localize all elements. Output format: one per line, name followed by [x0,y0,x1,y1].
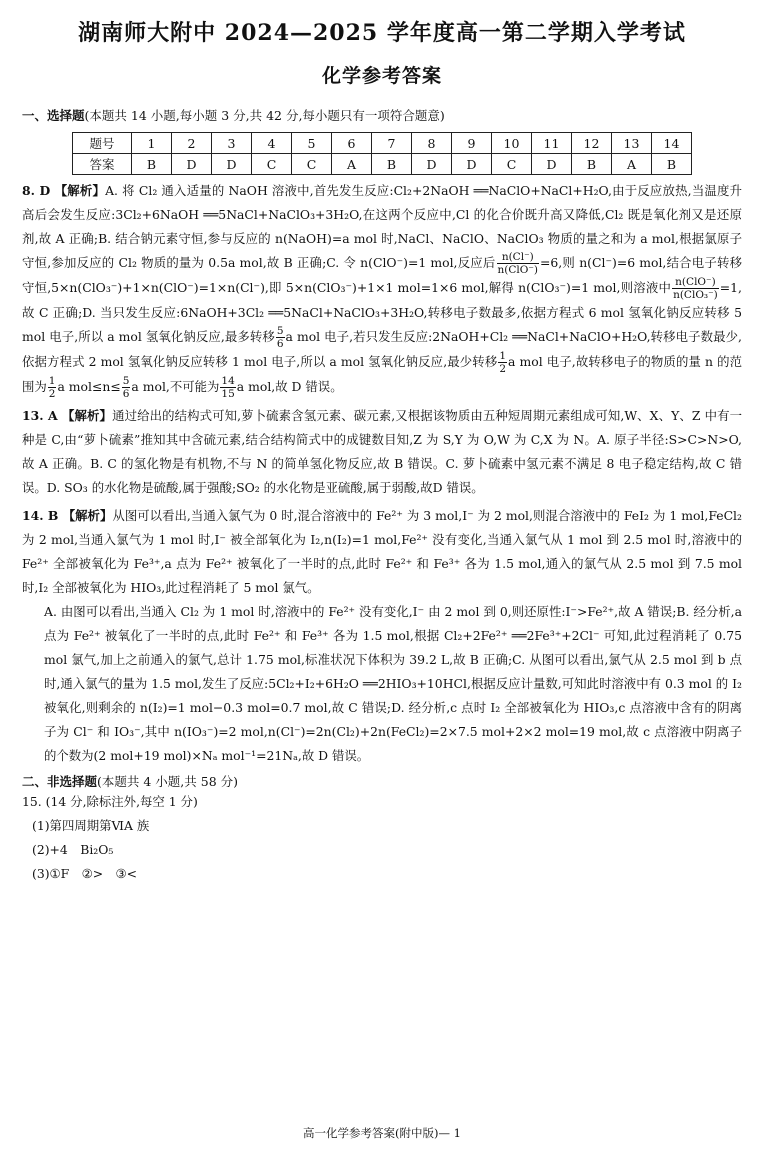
answer-table-row-label: 题号 [73,133,132,154]
fraction-denominator: 6 [276,338,284,350]
fraction [48,375,57,400]
answer-table-cell: 7 [372,133,412,154]
fraction [498,350,507,375]
q8-text: a mol 电子,若只发生反应:2NaOH+Cl₂ ══NaCl+NaClO+H₂O,转移电子数最少,依据方程式 2 mol 氢氧化钠反应转移 1 mol 电子,所以 a mol 氢氧化钠反应,最少转移 [22,329,742,369]
answer-table-cell: 2 [172,133,212,154]
fraction-denominator: n(ClO⁻) [497,264,539,276]
answer-table-cell: 11 [532,133,572,154]
q8-explanation [22,179,742,400]
section-nonchoice-heading [22,772,742,790]
page-title: 湖南师大附中 2024—2025 学年度高一第二学期入学考试 [78,20,686,46]
answer-table-cell: 9 [452,133,492,154]
answer-table-cell: 12 [572,133,612,154]
page-subtitle: 化学参考答案 [321,65,442,87]
fraction [672,276,719,301]
answer-table-cell: B [132,154,172,175]
q8-text: a mol,故 D 错误。 [236,379,343,394]
fraction-numerator: 5 [122,375,130,387]
q8-head: 8. D 【解析】 [22,183,106,198]
q8-text: =6,则 n(Cl⁻)=6 mol,结合电子转移守恒,5×n(ClO₃⁻)+1×n(ClO⁻)=1×n(Cl⁻),即 5×n(ClO₃⁻)+1×1 mol=1×6 mol,解得 n(ClO₃⁻)=1 mol,则溶液中 [22,255,742,295]
fraction [497,251,540,276]
fraction [122,375,131,400]
answer-table-cell: B [652,154,692,175]
fraction-numerator: 14 [221,375,235,387]
answer-table-row-label: 答案 [73,154,132,175]
q15-answer-2: (2)+4 Bi₂O₅ [32,842,114,857]
fraction-numerator: 1 [499,350,507,362]
fraction-numerator: 5 [276,325,284,337]
q8-text: a mol,不可能为 [131,379,220,394]
answer-table-cell: 1 [132,133,172,154]
fraction [276,325,285,350]
fraction-denominator: 15 [221,388,235,400]
q8-text: a mol 电子,故转移电子的物质的量 n 的范围为 [22,354,743,394]
answer-table-cell: 4 [252,133,292,154]
answer-table-cell: D [532,154,572,175]
answer-table-cell: 5 [292,133,332,154]
answer-table-cell: D [452,154,492,175]
fraction-denominator: 6 [122,388,130,400]
answer-table-cell: A [612,154,652,175]
fraction-denominator: n(ClO₃⁻) [673,289,718,301]
section-choice-heading [22,106,742,124]
answer-table-cell: B [572,154,612,175]
answer-table-cell: 13 [612,133,652,154]
q14-text: 从图可以看出,当通入氯气为 0 时,混合溶液中的 Fe²⁺ 为 3 mol,I⁻ 为 2 mol,则混合溶液中的 FeI₂ 为 1 mol,FeCl₂ 为 2 mol,当通入氯气为 1 mol 时,I⁻ 被全部氧化为 I₂,n(I₂)=1 mol,Fe²⁺ 没有变化,当通入氯气从 1 mol 到 2.5 mol 时,溶液中的 Fe²⁺ 全部被氧化为 Fe³⁺,a 点为 Fe²⁺ 被氧化了一半时的点,此时 Fe²⁺ 和 Fe³⁺ 各为 1.5 mol,通入的氯气从 2.5 mol 到 7.5 mol 时,I₂ 全部被氧化为 HIO₃,此过程消耗了 5 mol 氯气。 [22,508,742,595]
q8-text: =1,故 C 正确;D. 当只发生反应:6NaOH+3Cl₂ ══5NaCl+NaClO₃+3H₂O,转移电子数最多,依据方程式 6 mol 氢氧化钠反应转移 5 mol 电子,所以 a mol 氢氧化钠反应,最多转移 [22,280,742,344]
answer-table-cell: C [492,154,532,175]
q8-text: a mol≤n≤ [57,379,121,394]
answer-table-cell: 14 [652,133,692,154]
answer-table-cell: A [332,154,372,175]
q14-explanation-options: A. 由图可以看出,当通入 Cl₂ 为 1 mol 时,溶液中的 Fe²⁺ 没有变化,I⁻ 由 2 mol 到 0,则还原性:I⁻>Fe²⁺,故 A 错误;B. 经分析,a 点为 Fe²⁺ 被氧化了一半时的点,此时 Fe²⁺ 和 Fe³⁺ 各为 1.5 mol,根据 Cl₂+2Fe²⁺ ══2Fe³⁺+2Cl⁻ 可知,此过程消耗了 0.75 mol 氯气,加上之前通入的氯气,总计 1.75 mol,标准状况下体积为 39.2 L,故 B 正确;C. 从图可以看出,氯气从 2.5 mol 到 b 点时,通入氯气的量为 1.5 mol,发生了反应:5Cl₂+I₂+6H₂O ══2HIO₃+10HCl,根据反应计量数,可知此时溶液中有 0.3 mol 的 I₂ 被氧化,则剩余的 n(I₂)=1 mol−0.3 mol=0.7 mol,故 C 错误;D. 经分析,c 点时 I₂ 全部被氧化为 HIO₃,c 点溶液中含有的阴离子为 Cl⁻ 和 IO₃⁻,其中 n(IO₃⁻)=2 mol,n(Cl⁻)=2n(Cl₂)+2n(FeCl₂)=2×7.5 mol+2×2 mol=19 mol,故 c 点溶液中阴离子的个数为(2 mol+19 mol)×Nₐ mol⁻¹=21Nₐ,故 D 错误。 [44,604,742,763]
answer-table-cell: C [252,154,292,175]
q8-text: A. 将 Cl₂ 通入适量的 NaOH 溶液中,首先发生反应:Cl₂+2NaOH ══NaClO+NaCl+H₂O,由于反应放热,当温度升高后会发生反应:3Cl₂+6NaOH ══5NaCl+NaClO₃+3H₂O,在这两个反应中,Cl 的化合价既升高又降低,Cl₂ 既是氧化剂又是还原剂,故 A 正确;B. 结合钠元素守恒,参与反应的 n(NaOH)=a mol 时,NaCl、NaClO、NaClO₃ 物质的量之和为 a mol,根据氯原子守恒,参加反应的 Cl₂ 物质的量为 0.5a mol,故 B 正确;C. 令 n(ClO⁻)=1 mol,反应后 [22,183,743,270]
answer-table-cell: C [292,154,332,175]
section-choice-note: (本题共 14 小题,每小题 3 分,共 42 分,每小题只有一项符合题意) [84,108,445,123]
q15-head: 15. (14 分,除标注外,每空 1 分) [22,794,198,809]
answer-table [72,132,692,175]
section-nonchoice-title: 二、非选择题 [22,774,98,789]
page-footer: 高一化学参考答案(附中版)— 1 [303,1126,461,1140]
section-choice-title: 一、选择题 [22,108,85,123]
q13-head: 13. A 【解析】 [22,408,113,423]
fraction-numerator: 1 [48,375,56,387]
fraction [220,375,235,400]
fraction-denominator: 2 [499,363,507,375]
q13-explanation [22,404,742,500]
answer-table-cell: D [412,154,452,175]
answer-table-cell: B [372,154,412,175]
fraction-numerator: n(Cl⁻) [497,251,540,264]
q14-head: 14. B 【解析】 [22,508,113,523]
q15-answer-3: (3)①F ②> ③< [32,866,138,881]
answer-table-cell: D [172,154,212,175]
answer-table-cell: D [212,154,252,175]
answer-table-cell: 3 [212,133,252,154]
q13-text: 通过给出的结构式可知,萝卜硫素含氢元素、碳元素,又根据该物质由五种短周期元素组成可知,W、X、Y、Z 中有一种是 C,由“萝卜硫素”推知其中含硫元素,结合结构简式中的成键数目知,Z 为 S,Y 为 O,W 为 C,X 为 N。A. 原子半径:S>C>N>O,故 A 正确。B. C 的氢化物是有机物,不与 N 的简单氢化物反应,故 B 错误。C. 萝卜硫素中氢元素不满足 8 电子稳定结构,故 C 错误。D. SO₃ 的水化物是硫酸,属于强酸;SO₂ 的水化物是亚硫酸,属于弱酸,故D 错误。 [22,408,742,495]
fraction-numerator: n(ClO⁻) [672,276,719,289]
answer-table-row-numbers [73,133,692,154]
answer-table-cell: 10 [492,133,532,154]
answer-table-cell: 6 [332,133,372,154]
q14-explanation [22,504,742,600]
answer-table-cell: 8 [412,133,452,154]
fraction-denominator: 2 [48,388,56,400]
section-nonchoice-note: (本题共 4 小题,共 58 分) [97,774,238,789]
q15-answer-1: (1)第四周期第ⅥA 族 [32,818,150,833]
answer-table-row-answers [73,154,692,175]
